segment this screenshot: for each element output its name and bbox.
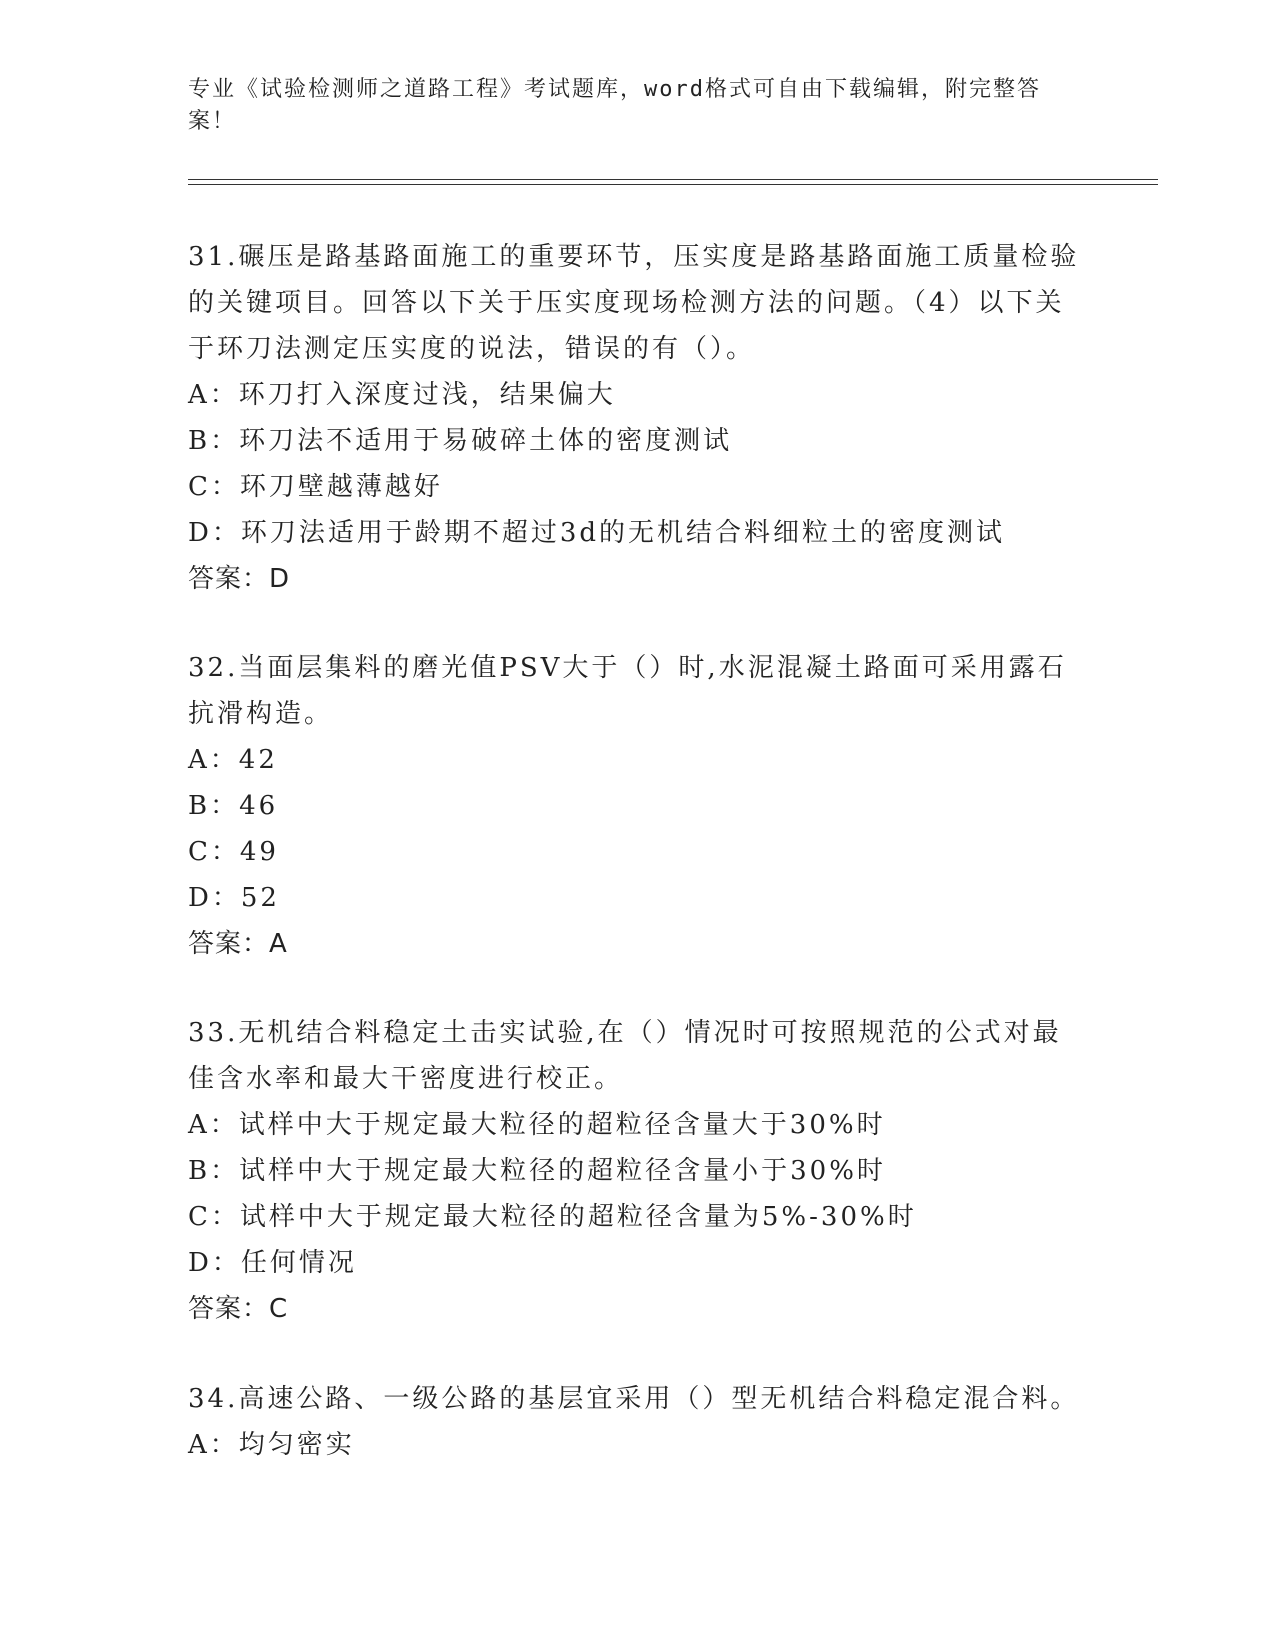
option-c: C：试样中大于规定最大粒径的超粒径含量为5%-30%时 [188, 1202, 917, 1232]
question-stem: 34.高速公路、一级公路的基层宜采用（）型无机结合料稳定混合料。 [188, 1384, 1080, 1414]
option-d: D：52 [188, 883, 280, 913]
answer: 答案：C [188, 1294, 289, 1324]
answer: 答案：D [188, 564, 291, 594]
option-d: D：环刀法适用于龄期不超过3d的无机结合料细粒土的密度测试 [188, 518, 1006, 548]
option-a: A：均匀密实 [188, 1430, 355, 1460]
option-a: A：试样中大于规定最大粒径的超粒径含量大于30%时 [188, 1110, 886, 1140]
option-b: B：46 [188, 791, 279, 821]
option-a: A：42 [188, 745, 278, 775]
question-34 [188, 1376, 1088, 1468]
option-b: B：试样中大于规定最大粒径的超粒径含量小于30%时 [188, 1156, 886, 1186]
header-rule-bottom [188, 184, 1158, 185]
option-c: C：环刀壁越薄越好 [188, 472, 443, 502]
question-31 [188, 234, 1088, 602]
question-stem: 33.无机结合料稳定土击实试验,在（）情况时可按照规范的公式对最佳含水率和最大干密度进行校正。 [188, 1018, 1062, 1094]
option-d: D：任何情况 [188, 1248, 357, 1278]
option-a: A：环刀打入深度过浅，结果偏大 [188, 380, 616, 410]
page-header: 专业《试验检测师之道路工程》考试题库，word格式可自由下载编辑，附完整答案！ [188, 77, 1041, 134]
question-stem: 32.当面层集料的磨光值PSV大于（）时,水泥混凝土路面可采用露石抗滑构造。 [188, 653, 1067, 729]
option-b: B：环刀法不适用于易破碎土体的密度测试 [188, 426, 733, 456]
question-stem: 31.碾压是路基路面施工的重要环节，压实度是路基路面施工质量检验的关键项目。回答以下关于压实度现场检测方法的问题。（4）以下关于环刀法测定压实度的说法，错误的有（）。 [188, 242, 1080, 364]
answer: 答案：A [188, 929, 288, 959]
option-c: C：49 [188, 837, 279, 867]
question-32 [188, 645, 1088, 967]
question-33 [188, 1010, 1088, 1332]
header-rule-top [188, 179, 1158, 180]
